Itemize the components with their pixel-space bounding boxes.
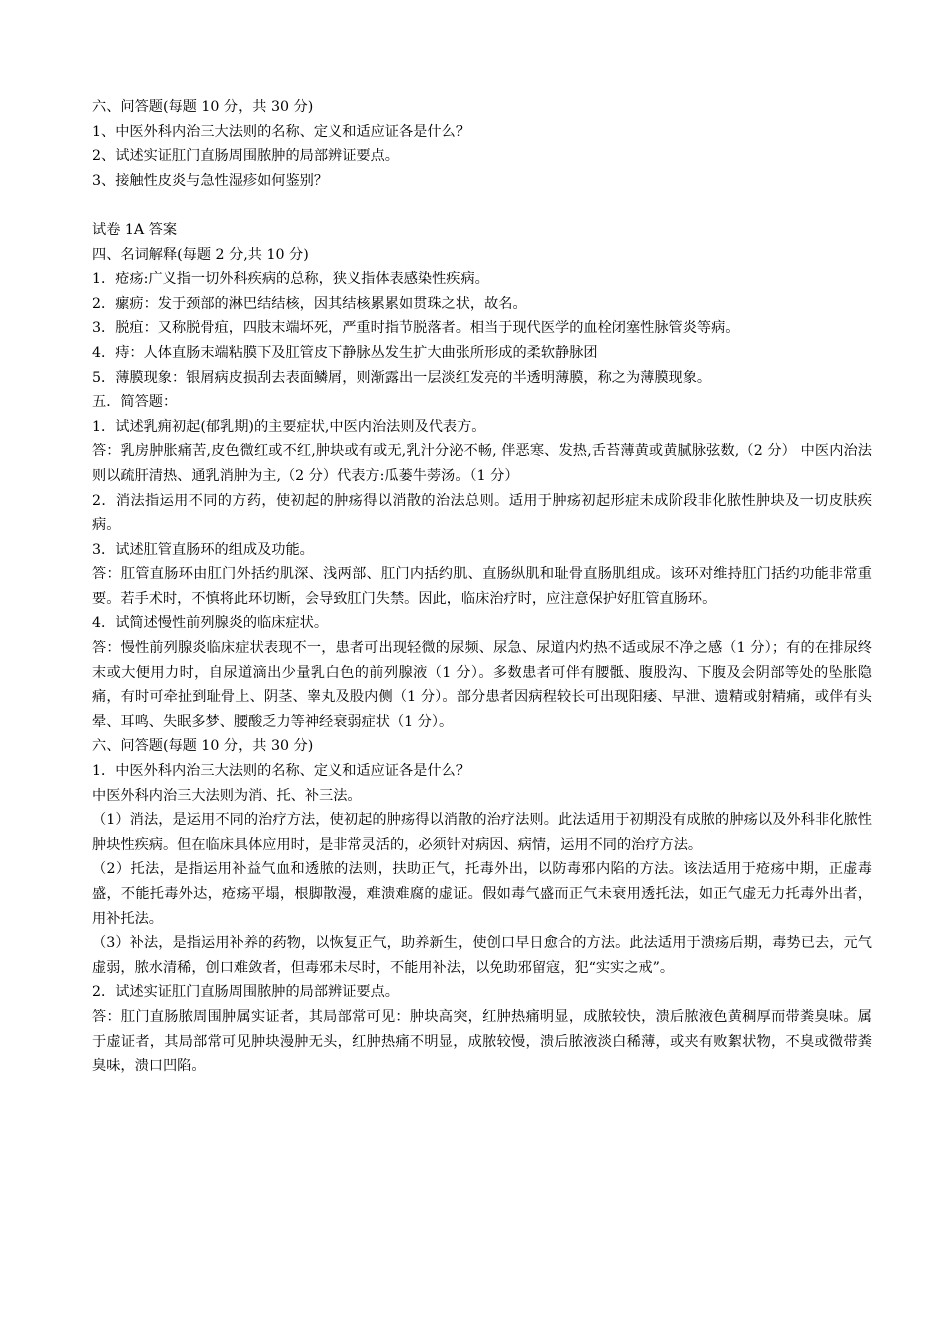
question-item: 1．试述乳痈初起(郁乳期)的主要症状,中医内治法则及代表方。 (92, 418, 486, 435)
blank-line (92, 193, 872, 218)
question-item: 4．试简述慢性前列腺炎的临床症状。 (92, 615, 329, 632)
answer-paragraph: 2．消法指运用不同的方药，使初起的肿疡得以消散的治法总则。适用于肿疡初起形症未成阶段非化脓性肿块及一切皮肤疾病。 (92, 492, 872, 534)
question-item: 2．试述实证肛门直肠周围脓肿的局部辨证要点。 (92, 984, 399, 1001)
answer-intro: 中医外科内治三大法则为消、托、补三法。 (92, 787, 362, 804)
question-item: 1、中医外科内治三大法则的名称、定义和适应证各是什么？ (92, 123, 470, 140)
answer-paragraph: 答：慢性前列腺炎临床症状表现不一，患者可出现轻微的尿频、尿急、尿道内灼热不适或尿不净之感（1 分）；有的在排尿终末或大便用力时，自尿道滴出少量乳白色的前列腺液（1 分）。多数患者可伴有腰骶、腹股沟、下腹及会阴部等处的坠胀隐痛，有时可牵扯到耻骨上、阴茎、睾丸及股内侧（1 分）。部分患者因病程较长可出现阳痿、早泄、遗精或射精痛，或伴有头晕、耳鸣、失眠多梦、腰酸乏力等神经衰弱症状（1 分）。 (92, 640, 872, 730)
term-item: 3．脱疽：又称脱骨疽，四肢末端坏死，严重时指节脱落者。相当于现代医学的血栓闭塞性脉管炎等病。 (92, 320, 740, 337)
answer-paragraph: 答：肛管直肠环由肛门外括约肌深、浅两部、肛门内括约肌、直肠纵肌和耻骨直肠肌组成。该环对维持肛门括约功能非常重要。若手术时，不慎将此环切断，会导致肛门失禁。因此，临床治疗时，应注意保护好肛管直肠环。 (92, 566, 872, 607)
answer-paragraph: 答：肛门直肠脓周围肿属实证者，其局部常可见：肿块高突，红肿热痛明显，成脓较快，溃后脓液色黄稠厚而带粪臭味。属于虚证者，其局部常可见肿块漫肿无头，红肿热痛不明显，成脓较慢，溃后脓液淡白稀薄，或夹有败絮状物，不臭或微带粪臭味，溃口凹陷。 (92, 1008, 872, 1075)
question-item: 3．试述肛管直肠环的组成及功能。 (92, 541, 314, 558)
answer-paragraph: （2）托法，是指运用补益气血和透脓的法则，扶助正气，托毒外出，以防毒邪内陷的方法。该法适用于疮疡中期，正虚毒盛，不能托毒外达，疮疡平塌，根脚散漫，难溃难腐的虚证。假如毒气盛而正气未衰用透托法，如正气虚无力托毒外出者，用补托法。 (92, 861, 872, 927)
section-heading: 四、名词解释(每题 2 分,共 10 分) (92, 246, 309, 263)
section-heading: 六、问答题(每题 10 分，共 30 分) (92, 99, 314, 115)
term-item: 2．瘰疬：发于颈部的淋巴结结核，因其结核累累如贯珠之状，故名。 (92, 295, 527, 312)
question-item: 2、试述实证肛门直肠周围脓肿的局部辨证要点。 (92, 148, 399, 165)
section-heading: 五．简答题： (92, 394, 178, 411)
answer-title: 试卷 1A 答案 (92, 221, 178, 238)
term-item: 5．薄膜现象：银屑病皮损刮去表面鳞屑，则渐露出一层淡红发亮的半透明薄膜，称之为薄膜现象。 (92, 369, 712, 386)
term-item: 1．疮疡:广义指一切外科疾病的总称，狭义指体表感染性疾病。 (92, 271, 489, 288)
answer-paragraph: （3）补法，是指运用补养的药物，以恢复正气，助养新生，使创口早日愈合的方法。此法适用于溃疡后期，毒势已去，元气虚弱，脓水清稀，创口难敛者，但毒邪未尽时，不能用补法，以免助邪留寇，犯“实实之戒”。 (92, 935, 872, 976)
section-heading: 六、问答题(每题 10 分，共 30 分) (92, 738, 314, 755)
question-item: 3、接触性皮炎与急性湿疹如何鉴别？ (92, 172, 329, 189)
answer-paragraph: （1）消法，是运用不同的治疗方法，使初起的肿疡得以消散的治疗法则。此法适用于初期没有成脓的肿疡以及外科非化脓性肿块性疾病。但在临床具体应用时，是非常灵活的，必须针对病因、病情，运用不同的治疗方法。 (92, 812, 872, 853)
document-page (92, 95, 872, 1079)
term-item: 4．痔：人体直肠末端粘膜下及肛管皮下静脉丛发生扩大曲张所形成的柔软静脉团 (92, 344, 598, 361)
answer-paragraph: 答：乳房肿胀痛苦,皮色微红或不红,肿块或有或无,乳汁分泌不畅, 伴恶寒、发热,舌苔薄黄或黄腻脉弦数,（2 分） 中医内治法则以疏肝清热、通乳消肿为主,（2 分）代表方:瓜蒌牛蒡汤。（1 分） (92, 443, 872, 484)
question-item: 1．中医外科内治三大法则的名称、定义和适应证各是什么？ (92, 763, 470, 780)
